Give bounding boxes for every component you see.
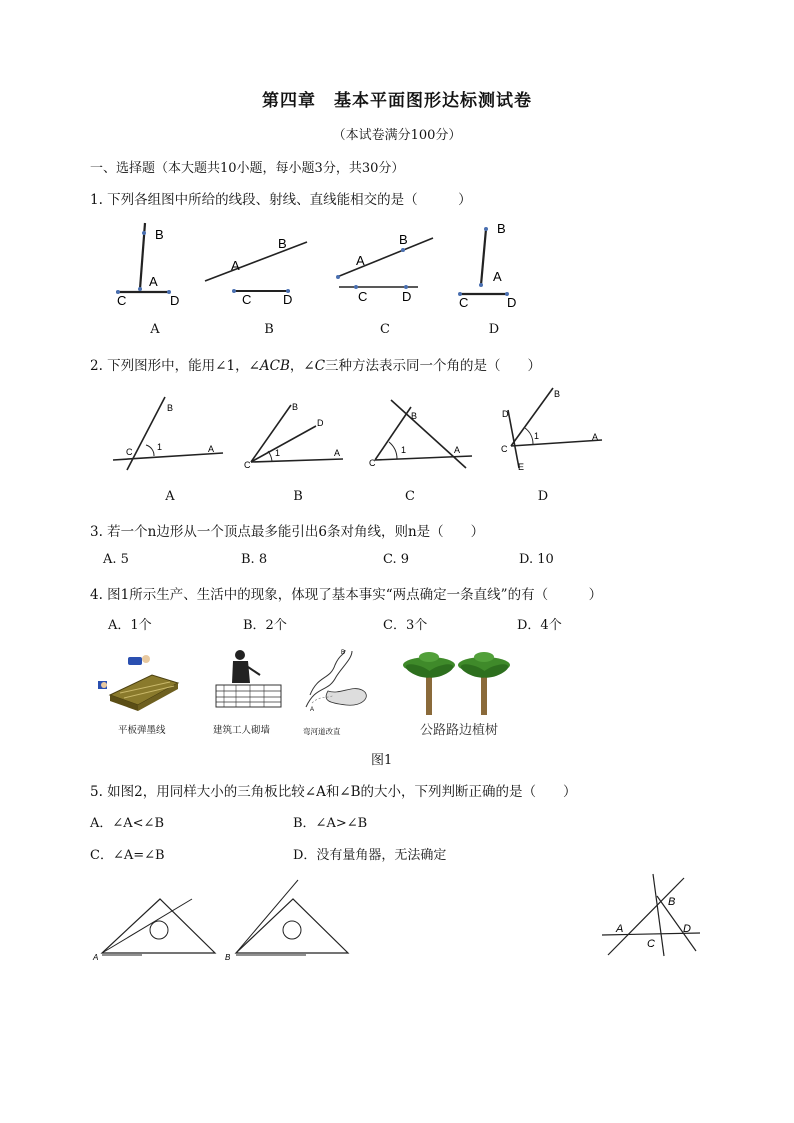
svg-text:D: D — [683, 923, 691, 935]
q1-option-a[interactable]: A — [150, 322, 160, 337]
caption-brick-wall: 建筑工人砌墙 — [213, 725, 271, 736]
q1b-line-ab — [205, 242, 307, 281]
q4-option-c[interactable]: C．3个 — [383, 618, 428, 633]
q1c-label-2: B — [399, 232, 408, 247]
q5-option-b[interactable]: B．∠A>∠B — [293, 816, 368, 831]
q2-figure-b — [244, 402, 343, 470]
svg-text:B: B — [341, 650, 346, 656]
q2-text-c: C — [314, 358, 326, 374]
question-1-figures — [100, 215, 540, 315]
river-illustration — [306, 650, 366, 713]
question-4-text: 4. 图1所示生产、生活中的现象，体现了基本事实“两点确定一条直线”的有（ ） — [90, 587, 603, 603]
q2-option-a[interactable]: A — [165, 489, 175, 504]
q1b-label-3: C — [242, 292, 252, 307]
svg-text:C: C — [647, 938, 655, 950]
q3-option-c[interactable]: C. 9 — [383, 552, 410, 567]
triangle-ruler-b — [225, 880, 348, 962]
q4-option-d[interactable]: D．4个 — [517, 618, 562, 633]
q4-option-a[interactable]: A．1个 — [108, 618, 152, 633]
q1c-ray-ab — [337, 238, 433, 277]
q1a-label-1: B — [155, 227, 164, 242]
q2-figure-d — [501, 388, 602, 472]
q5-option-d[interactable]: D．没有量角器，无法确定 — [293, 848, 447, 863]
q1a-label-4: D — [170, 293, 180, 308]
svg-text:B: B — [668, 896, 676, 908]
page-subtitle: （本试卷满分100分） — [332, 128, 462, 143]
q1-figure-b — [205, 236, 307, 307]
question-5-text: 5. 如图2，用同样大小的三角板比较∠A和∠B的大小，下列判断正确的是（ ） — [90, 784, 577, 800]
question-2-text — [90, 354, 541, 374]
caption-chalk-line: 平板弹墨线 — [118, 725, 166, 736]
q1b-label-4: D — [283, 292, 293, 307]
q1d-label-4: D — [507, 295, 517, 310]
figure-1-label: 图1 — [371, 753, 393, 768]
q1-figure-d — [458, 221, 516, 310]
brick-wall-illustration — [216, 650, 281, 707]
svg-text:D: D — [317, 418, 324, 428]
q1-figure-c — [336, 232, 433, 304]
svg-text:1: 1 — [157, 442, 163, 452]
svg-text:C: C — [244, 460, 251, 470]
svg-text:B: B — [292, 402, 299, 412]
svg-text:B: B — [167, 403, 174, 413]
q1d-segment-ab — [481, 229, 486, 285]
q2-text-acb: ACB — [259, 358, 290, 374]
svg-text:A: A — [334, 448, 341, 458]
question-4-illustrations — [90, 645, 520, 720]
q1-option-b[interactable]: B — [264, 322, 274, 337]
q5-option-c[interactable]: C．∠A=∠B — [90, 848, 165, 863]
svg-text:A: A — [592, 432, 599, 442]
q3-option-a[interactable]: A. 5 — [103, 552, 129, 567]
svg-text:1: 1 — [275, 448, 281, 458]
palm-trees-illustration — [403, 652, 510, 715]
section-heading: 一、选择题（本大题共10小题，每小题3分，共30分） — [90, 161, 405, 176]
svg-text:B: B — [411, 411, 418, 421]
q1d-label-3: C — [459, 295, 469, 310]
svg-text:A: A — [208, 444, 215, 454]
q2-figure-c — [369, 400, 472, 468]
chalk-line-illustration — [98, 655, 178, 711]
q1-option-d[interactable]: D — [488, 322, 500, 337]
svg-text:E: E — [518, 462, 525, 472]
q1d-label-1: B — [497, 221, 506, 236]
q1c-label-1: A — [356, 253, 365, 268]
q1-option-c[interactable]: C — [380, 322, 390, 337]
q1-figure-a — [116, 223, 179, 308]
q2-option-d[interactable]: D — [537, 489, 549, 504]
q1a-label-3: C — [117, 293, 127, 308]
svg-text:A: A — [310, 707, 315, 713]
q1c-label-4: D — [402, 289, 412, 304]
q2-text-suffix: 三种方法表示同一个角的是（ ） — [325, 358, 542, 374]
svg-text:A: A — [616, 923, 624, 935]
question-1-text: 1. 下列各组图中所给的线段、射线、直线能相交的是（ ） — [90, 192, 472, 208]
caption-river: 弯河道改直 — [303, 727, 341, 736]
q1a-label-2: A — [149, 274, 158, 289]
triangle-ruler-a — [92, 899, 215, 962]
q1d-label-2: A — [493, 269, 502, 284]
q4-option-b[interactable]: B．2个 — [243, 618, 287, 633]
q3-option-d[interactable]: D. 10 — [519, 552, 554, 567]
svg-text:C: C — [126, 447, 133, 457]
svg-text:A: A — [93, 953, 99, 962]
svg-text:1: 1 — [401, 445, 407, 455]
q1c-label-3: C — [358, 289, 368, 304]
q5-option-a[interactable]: A．∠A<∠B — [90, 816, 165, 831]
q1b-label-1: A — [231, 258, 240, 273]
svg-text:B: B — [225, 953, 231, 962]
svg-text:1: 1 — [534, 431, 540, 441]
q2-figure-a — [113, 397, 223, 470]
svg-text:A: A — [454, 445, 461, 455]
caption-palm-trees: 公路路边植树 — [420, 722, 499, 737]
question-3-text: 3. 若一个n边形从一个顶点最多能引出6条对角线，则n是（ ） — [90, 524, 485, 540]
q2-option-c[interactable]: C — [405, 489, 415, 504]
svg-text:D: D — [502, 409, 509, 419]
q2-text-prefix: 2. 下列图形中，能用∠1，∠ — [90, 358, 260, 374]
page-title: 第四章 基本平面图形达标测试卷 — [262, 91, 532, 111]
question-2-figures — [105, 382, 615, 482]
q2-text-mid: ，∠ — [289, 358, 315, 374]
svg-text:C: C — [501, 444, 508, 454]
svg-text:C: C — [369, 458, 376, 468]
q3-option-b[interactable]: B. 8 — [241, 552, 268, 567]
q2-option-b[interactable]: B — [293, 489, 303, 504]
intersecting-lines-figure — [598, 872, 704, 962]
q1b-label-2: B — [278, 236, 287, 251]
svg-text:B: B — [554, 389, 561, 399]
question-5-figures — [88, 875, 368, 965]
